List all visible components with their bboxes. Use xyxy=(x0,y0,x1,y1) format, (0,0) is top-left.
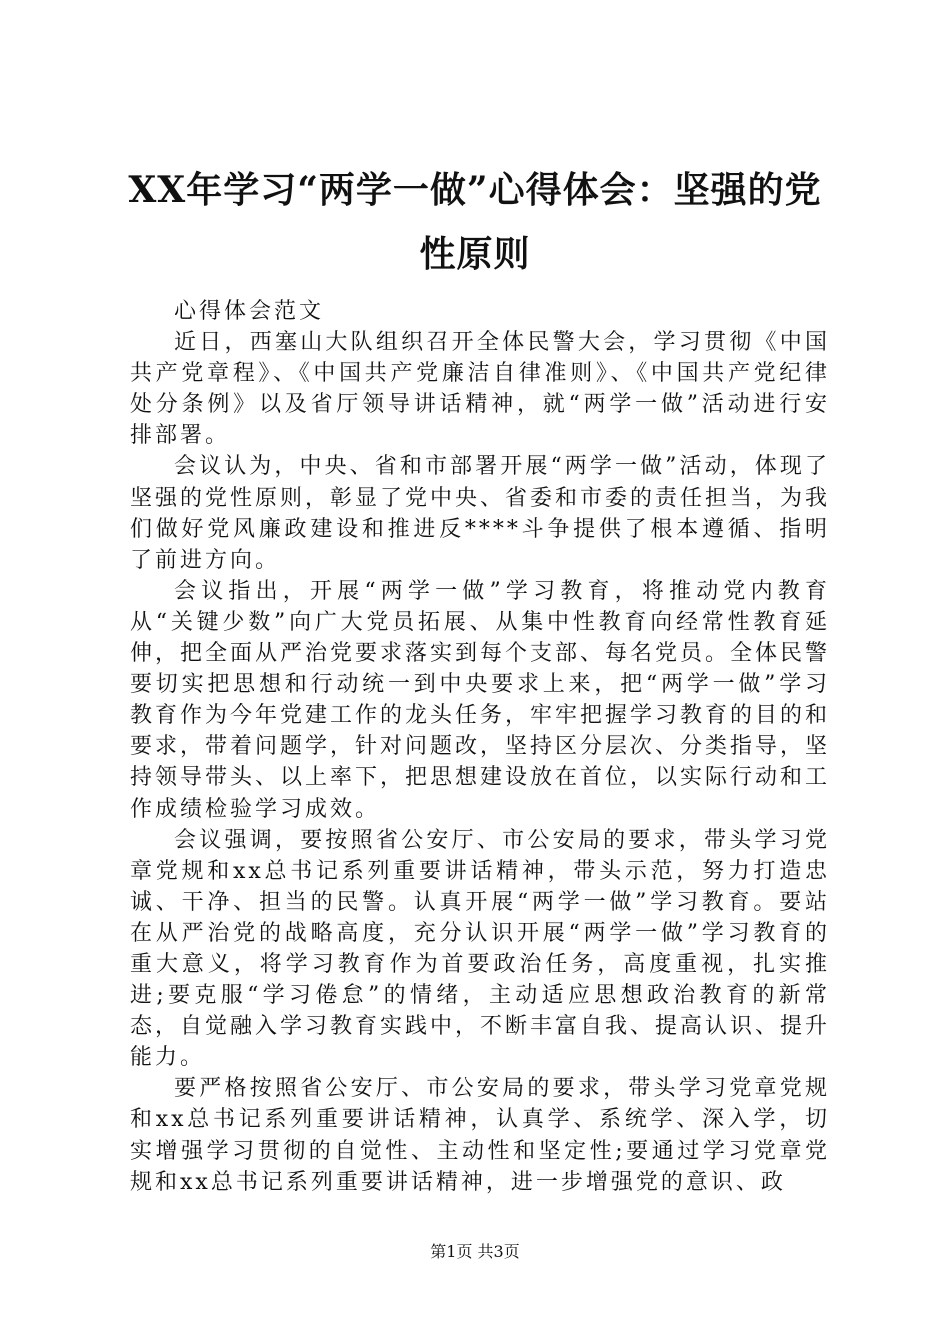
paragraph: 近日，西塞山大队组织召开全体民警大会，学习贯彻《中国共产党章程》、《中国共产党廉洁自律准则》、《中国共产党纪律处分条例》以及省厅领导讲话精神，就“两学一做”活动进行安排部署。 xyxy=(130,330,830,449)
paragraph-category: 心得体会范文 xyxy=(174,299,325,324)
paragraph: 会议强调，要按照省公安厅、市公安局的要求，带头学习党章党规和xx总书记系列重要讲话精神，带头示范，努力打造忠诚、干净、担当的民警。认真开展“两学一做”学习教育。要站在从严治党的战略高度，充分认识开展“两学一做”学习教育的重大意义，将学习教育作为首要政治任务，高度重视，扎实推进;要克服“学习倦怠”的情绪，主动适应思想政治教育的新常态，自觉融入学习教育实践中，不断丰富自我、提高认识、提升能力。 xyxy=(130,827,831,1071)
page-number-footer: 第1页 共3页 xyxy=(430,1242,520,1261)
paragraph: 会议认为，中央、省和市部署开展“两学一做”活动，体现了坚强的党性原则，彰显了党中央、省委和市委的责任担当，为我们做好党风廉政建设和推进反****斗争提供了根本遵循、指明了前进方向。 xyxy=(130,454,831,573)
document-body xyxy=(130,296,830,1198)
paragraph: 要严格按照省公安厅、市公安局的要求，带头学习党章党规和xx总书记系列重要讲话精神，认真学、系统学、深入学，切实增强学习贯彻的自觉性、主动性和坚定性;要通过学习党章党规和xx总书记系列重要讲话精神，进一步增强党的意识、政 xyxy=(130,1076,830,1195)
paragraph: 会议指出，开展“两学一做”学习教育，将推动党内教育从“关键少数”向广大党员拓展、从集中性教育向经常性教育延伸，把全面从严治党要求落实到每个支部、每名党员。全体民警要切实把思想和行动统一到中央要求上来，把“两学一做”学习教育作为今年党建工作的龙头任务，牢牢把握学习教育的目的和要求，带着问题学，针对问题改，坚持区分层次、分类指导，坚持领导带头、以上率下，把思想建设放在首位，以实际行动和工作成绩检验学习成效。 xyxy=(130,578,831,822)
document-title: XX年学习“两学一做”心得体会：坚强的党性原则 xyxy=(128,169,822,275)
